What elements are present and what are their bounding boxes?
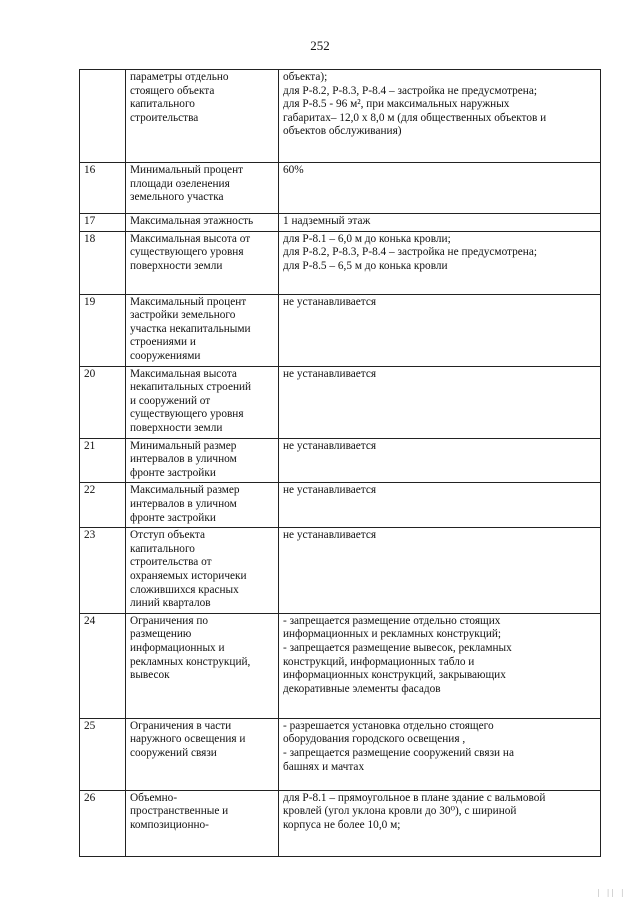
parameter-value-line: объектов обслуживания)	[283, 125, 402, 138]
parameter-value-line: не устанавливается	[283, 295, 377, 308]
parameter-name-line: капитального	[130, 98, 195, 111]
parameter-name	[126, 294, 279, 366]
table-row	[80, 70, 601, 163]
parameter-value-line: конструкций, информационных табло и	[283, 655, 475, 668]
parameter-value	[279, 718, 601, 790]
parameter-value-line: не устанавливается	[283, 484, 377, 497]
parameter-value-line: кровлей (угол уклона кровли до 30⁰), с шириной	[283, 805, 517, 818]
parameter-name-line: поверхности земли	[130, 421, 223, 434]
table-row	[80, 366, 601, 438]
parameter-name-line: сооружений связи	[130, 746, 217, 759]
parameter-value-line: информационных конструкций, закрывающих	[283, 669, 506, 682]
parameter-name-line: композиционно-	[130, 818, 209, 831]
parameter-name-line: существующего уровня	[130, 246, 244, 259]
table-row	[80, 214, 601, 232]
table-row	[80, 613, 601, 718]
row-number: 26	[80, 790, 126, 856]
row-number: 21	[80, 438, 126, 483]
table-row	[80, 718, 601, 790]
table-row	[80, 438, 601, 483]
parameter-value	[279, 231, 601, 294]
parameter-name	[126, 163, 279, 214]
parameter-name-line: Максимальный процент	[130, 295, 247, 308]
parameter-value-line: для Р-8.5 - 96 м², при максимальных наружных	[283, 98, 510, 111]
table-row	[80, 231, 601, 294]
parameter-name	[126, 231, 279, 294]
parameter-value	[279, 528, 601, 614]
parameter-name-line: Ограничения в части	[130, 719, 232, 732]
parameter-name-line: площади озеленения	[130, 177, 230, 190]
parameter-name-line: некапитальных строений	[130, 381, 252, 394]
parameter-name-line: Отступ объекта	[130, 529, 205, 542]
parameter-name-line: строительства	[130, 111, 199, 124]
parameter-name-line: Максимальный размер	[130, 484, 240, 497]
parameter-value	[279, 70, 601, 163]
parameter-value-line: для Р-8.1 – 6,0 м до конька кровли;	[283, 232, 451, 245]
table-row	[80, 163, 601, 214]
row-number: 25	[80, 718, 126, 790]
parameter-name	[126, 613, 279, 718]
parameter-value-line: не устанавливается	[283, 529, 377, 542]
row-number: 23	[80, 528, 126, 614]
parameter-name-line: вывесок	[130, 669, 170, 682]
parameter-value-line: - запрещается размещение вывесок, рекламных	[283, 641, 512, 654]
parameter-name-line: охраняемых историчеки	[130, 569, 247, 582]
parameter-name-line: интервалов в уличном	[130, 497, 237, 510]
parameter-name	[126, 483, 279, 528]
parameter-value	[279, 613, 601, 718]
parameter-name-line: сложившихся красных	[130, 583, 239, 596]
parameter-name-line: существующего уровня	[130, 408, 244, 421]
parameter-value-line: не устанавливается	[283, 367, 377, 380]
row-number: 20	[80, 366, 126, 438]
parameter-value-line: для Р-8.2, Р-8.3, Р-8.4 – застройка не предусмотрена;	[283, 246, 537, 259]
parameter-name-line: информационных и	[130, 641, 225, 654]
parameter-value	[279, 294, 601, 366]
parameter-name	[126, 366, 279, 438]
parameter-value-line: не устанавливается	[283, 439, 377, 452]
parameter-name-line: интервалов в уличном	[130, 453, 237, 466]
parameter-value-line: для Р-8.2, Р-8.3, Р-8.4 – застройка не предусмотрена;	[283, 84, 537, 97]
parameter-name-line: строительства от	[130, 556, 212, 569]
parameter-value	[279, 214, 601, 232]
parameter-value-line: - запрещается размещение сооружений связи на	[283, 746, 514, 759]
parameter-value-line: оборудования городского освещения ,	[283, 733, 466, 746]
parameter-name-line: Минимальный размер	[130, 439, 237, 452]
parameter-name	[126, 718, 279, 790]
parameter-name-line: линий кварталов	[130, 597, 211, 610]
row-number: 17	[80, 214, 126, 232]
table-row	[80, 294, 601, 366]
page-number: 252	[310, 38, 330, 53]
parameter-name-line: Ограничения по	[130, 614, 209, 627]
row-number: 18	[80, 231, 126, 294]
parameter-name-line: и сооружений от	[130, 394, 211, 407]
parameter-value-line: 60%	[283, 164, 304, 176]
parameter-name-line: сооружениями	[130, 349, 201, 362]
parameter-name-line: участка некапитальными	[130, 322, 251, 335]
parameter-value	[279, 790, 601, 856]
parameter-name	[126, 438, 279, 483]
parameter-name-line: параметры отдельно	[130, 71, 229, 83]
parameter-name	[126, 790, 279, 856]
parameter-value	[279, 163, 601, 214]
parameter-name-line: рекламных конструкций,	[130, 655, 251, 668]
parameter-name-line: земельного участка	[130, 191, 224, 204]
row-number: 22	[80, 483, 126, 528]
parameter-value-line: 1 надземный этаж	[283, 215, 371, 227]
parameter-value-line: объекта);	[283, 71, 328, 83]
parameter-value	[279, 438, 601, 483]
footer-marks: | || |	[597, 888, 626, 897]
parameter-value-line: корпуса не более 10,0 м;	[283, 818, 401, 831]
parameter-value-line: башнях и мачтах	[283, 760, 365, 773]
parameter-name-line: Объемно-	[130, 791, 178, 804]
parameter-name-line: Максимальная этажность	[130, 215, 254, 227]
row-number: 24	[80, 613, 126, 718]
row-number: 16	[80, 163, 126, 214]
regulations-table	[79, 69, 601, 857]
table-row	[80, 483, 601, 528]
table-row	[80, 528, 601, 614]
parameter-value	[279, 483, 601, 528]
parameter-value-line: габаритах– 12,0 х 8,0 м (для общественных объектов и	[283, 111, 547, 124]
parameter-name	[126, 70, 279, 163]
row-number	[80, 70, 126, 163]
parameter-value-line: информационных и рекламных конструкций;	[283, 628, 502, 641]
parameter-name-line: Максимальная высота	[130, 367, 237, 380]
parameter-name-line: размещению	[130, 628, 192, 641]
parameter-value-line: декоративные элементы фасадов	[283, 682, 441, 695]
parameter-value-line: для Р-8.5 – 6,5 м до конька кровли	[283, 259, 448, 272]
parameter-name-line: фронте застройки	[130, 466, 216, 479]
parameter-name	[126, 528, 279, 614]
parameter-value-line: - запрещается размещение отдельно стоящих	[283, 614, 501, 627]
row-number: 19	[80, 294, 126, 366]
parameter-name-line: застройки земельного	[130, 309, 236, 322]
parameter-name-line: пространственные и	[130, 805, 229, 818]
parameter-name-line: наружного освещения и	[130, 733, 246, 746]
parameter-name-line: капитального	[130, 542, 195, 555]
parameter-value	[279, 366, 601, 438]
parameter-name-line: Минимальный процент	[130, 164, 244, 176]
parameter-value-line: - разрешается установка отдельно стоящего	[283, 719, 494, 732]
parameter-name-line: фронте застройки	[130, 511, 216, 524]
parameter-value-line: для Р-8.1 – прямоугольное в плане здание с вальмовой	[283, 791, 546, 804]
parameter-name-line: поверхности земли	[130, 259, 223, 272]
parameter-name-line: строениями и	[130, 336, 196, 349]
parameter-name-line: стоящего объекта	[130, 84, 215, 97]
parameter-name-line: Максимальная высота от	[130, 232, 251, 245]
table-row	[80, 790, 601, 856]
parameter-name	[126, 214, 279, 232]
